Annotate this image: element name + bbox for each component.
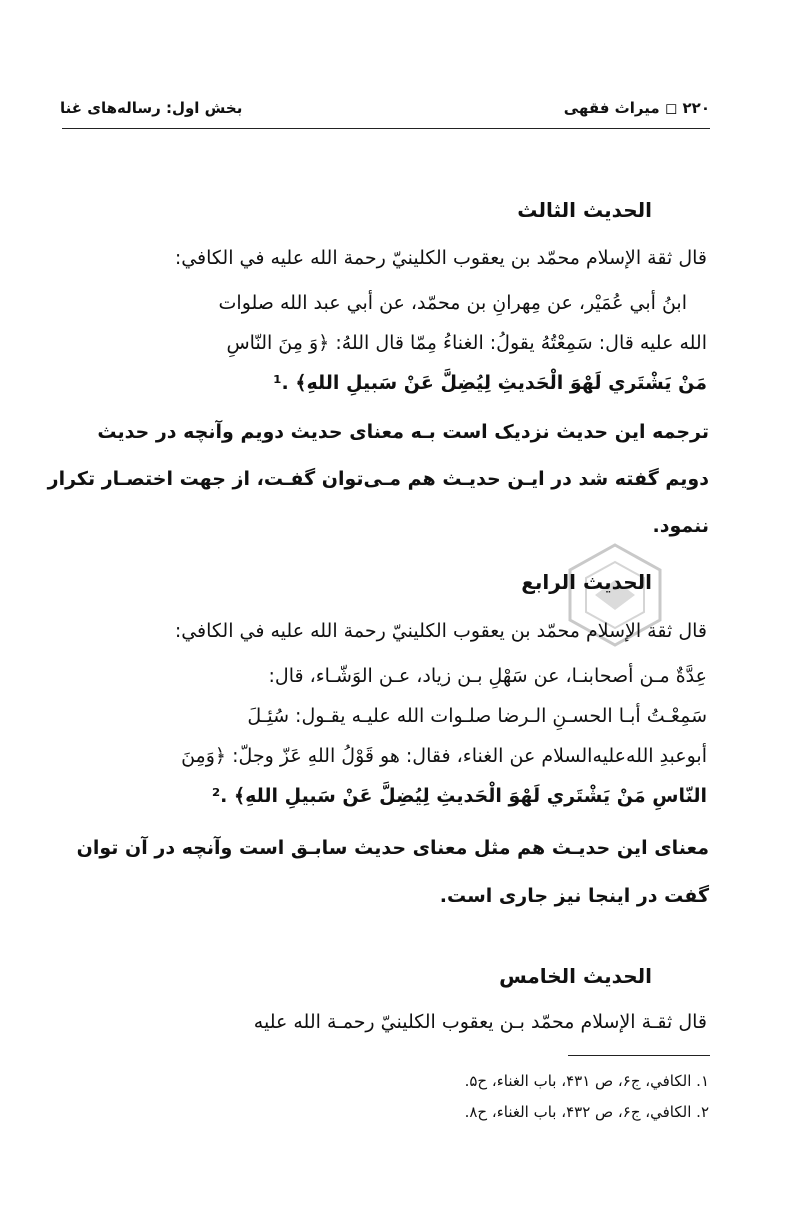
hadith3-heading: الحديث الثالث <box>517 198 652 222</box>
hadith4-text-line-4: النّاسِ مَنْ يَشْتَري لَهْوَ الْحَديثِ لِيُضِلَّ عَنْ سَبيلِ اللهِ﴾ .² <box>211 785 707 807</box>
hadith4-heading: الحديث الرابع <box>521 570 652 594</box>
header-divider <box>62 128 710 129</box>
hadith4-text-line-2: سَمِعْـتُ أبـا الحسـنِ الـرضا صلـوات الله عليـه يقـول: سُئِـلَ <box>247 705 707 727</box>
footnote-divider <box>568 1055 710 1056</box>
hadith4-translation-line-2: گفت در اینجا نیز جاری است. <box>439 885 709 907</box>
page-number-title: ۲۲۰ ◻ میراث فقهی <box>563 99 710 117</box>
hadith4-text-line-3: أبوعبدِ الله‌عليه‌السلام عن الغناء، فقال: هو قَوْلُ اللهِ عَزّ وجلّ: ﴿وَمِنَ <box>181 745 707 767</box>
footnote-2: ٢. الكافي، ج۶، ص ۴۳۲، باب الغناء، ح٨. <box>464 1103 709 1121</box>
hadith3-text-line-2: الله عليه قال: سَمِعْتُهُ يقولُ: الغناءُ مِمّا قال اللهُ: ﴿وَ مِنَ النّاسِ <box>226 332 707 354</box>
hadith3-text-line-1: ابنُ أبي عُمَيْر، عن مِهرانِ بن محمّد، عن أبي عبد الله صلوات <box>218 292 687 314</box>
hadith4-translation-line-1: معنای این حدیـث هم مثل معنای حدیث سابـق است وآنچه در آن توان <box>76 837 709 859</box>
hadith3-text-line-3: مَنْ يَشْتَري لَهْوَ الْحَديثِ لِيُضِلَّ عَنْ سَبيلِ اللهِ﴾ .¹ <box>273 372 707 394</box>
hadith4-intro: قال ثقة الإسلام محمّد بن يعقوب الكلينيّ رحمة الله عليه في الكافي: <box>174 620 707 642</box>
hadith3-translation-line-3: ننمود. <box>652 515 709 537</box>
hadith5-intro: قال ثقـة الإسلام محمّد بـن يعقوب الكلينيّ رحمـة الله عليه <box>253 1011 707 1033</box>
hadith4-text-line-1: عِدَّةٌ مـن أصحابنـا، عن سَهْلِ بـن زياد، عـن الوَشّـاء، قال: <box>268 665 707 687</box>
hadith3-translation-line-2: دویم گفته شد در ایـن حدیـث هم مـی‌توان گفـت، از جهت اختصـار تکرار <box>47 468 709 490</box>
footnote-1: ١. الكافي، ج۶، ص ۴۳۱، باب الغناء، ح۵. <box>464 1072 709 1090</box>
section-title: بخش اول: رساله‌های غنا <box>60 99 243 117</box>
hadith3-translation-line-1: ترجمه این حدیث نزدیک است بـه معنای حدیث دویم وآنچه در حدیث <box>97 421 709 443</box>
hadith5-heading: الحديث الخامس <box>499 964 652 988</box>
hadith3-intro: قال ثقة الإسلام محمّد بن يعقوب الكلينيّ رحمة الله عليه في الكافي: <box>174 247 707 269</box>
running-header <box>60 96 710 120</box>
